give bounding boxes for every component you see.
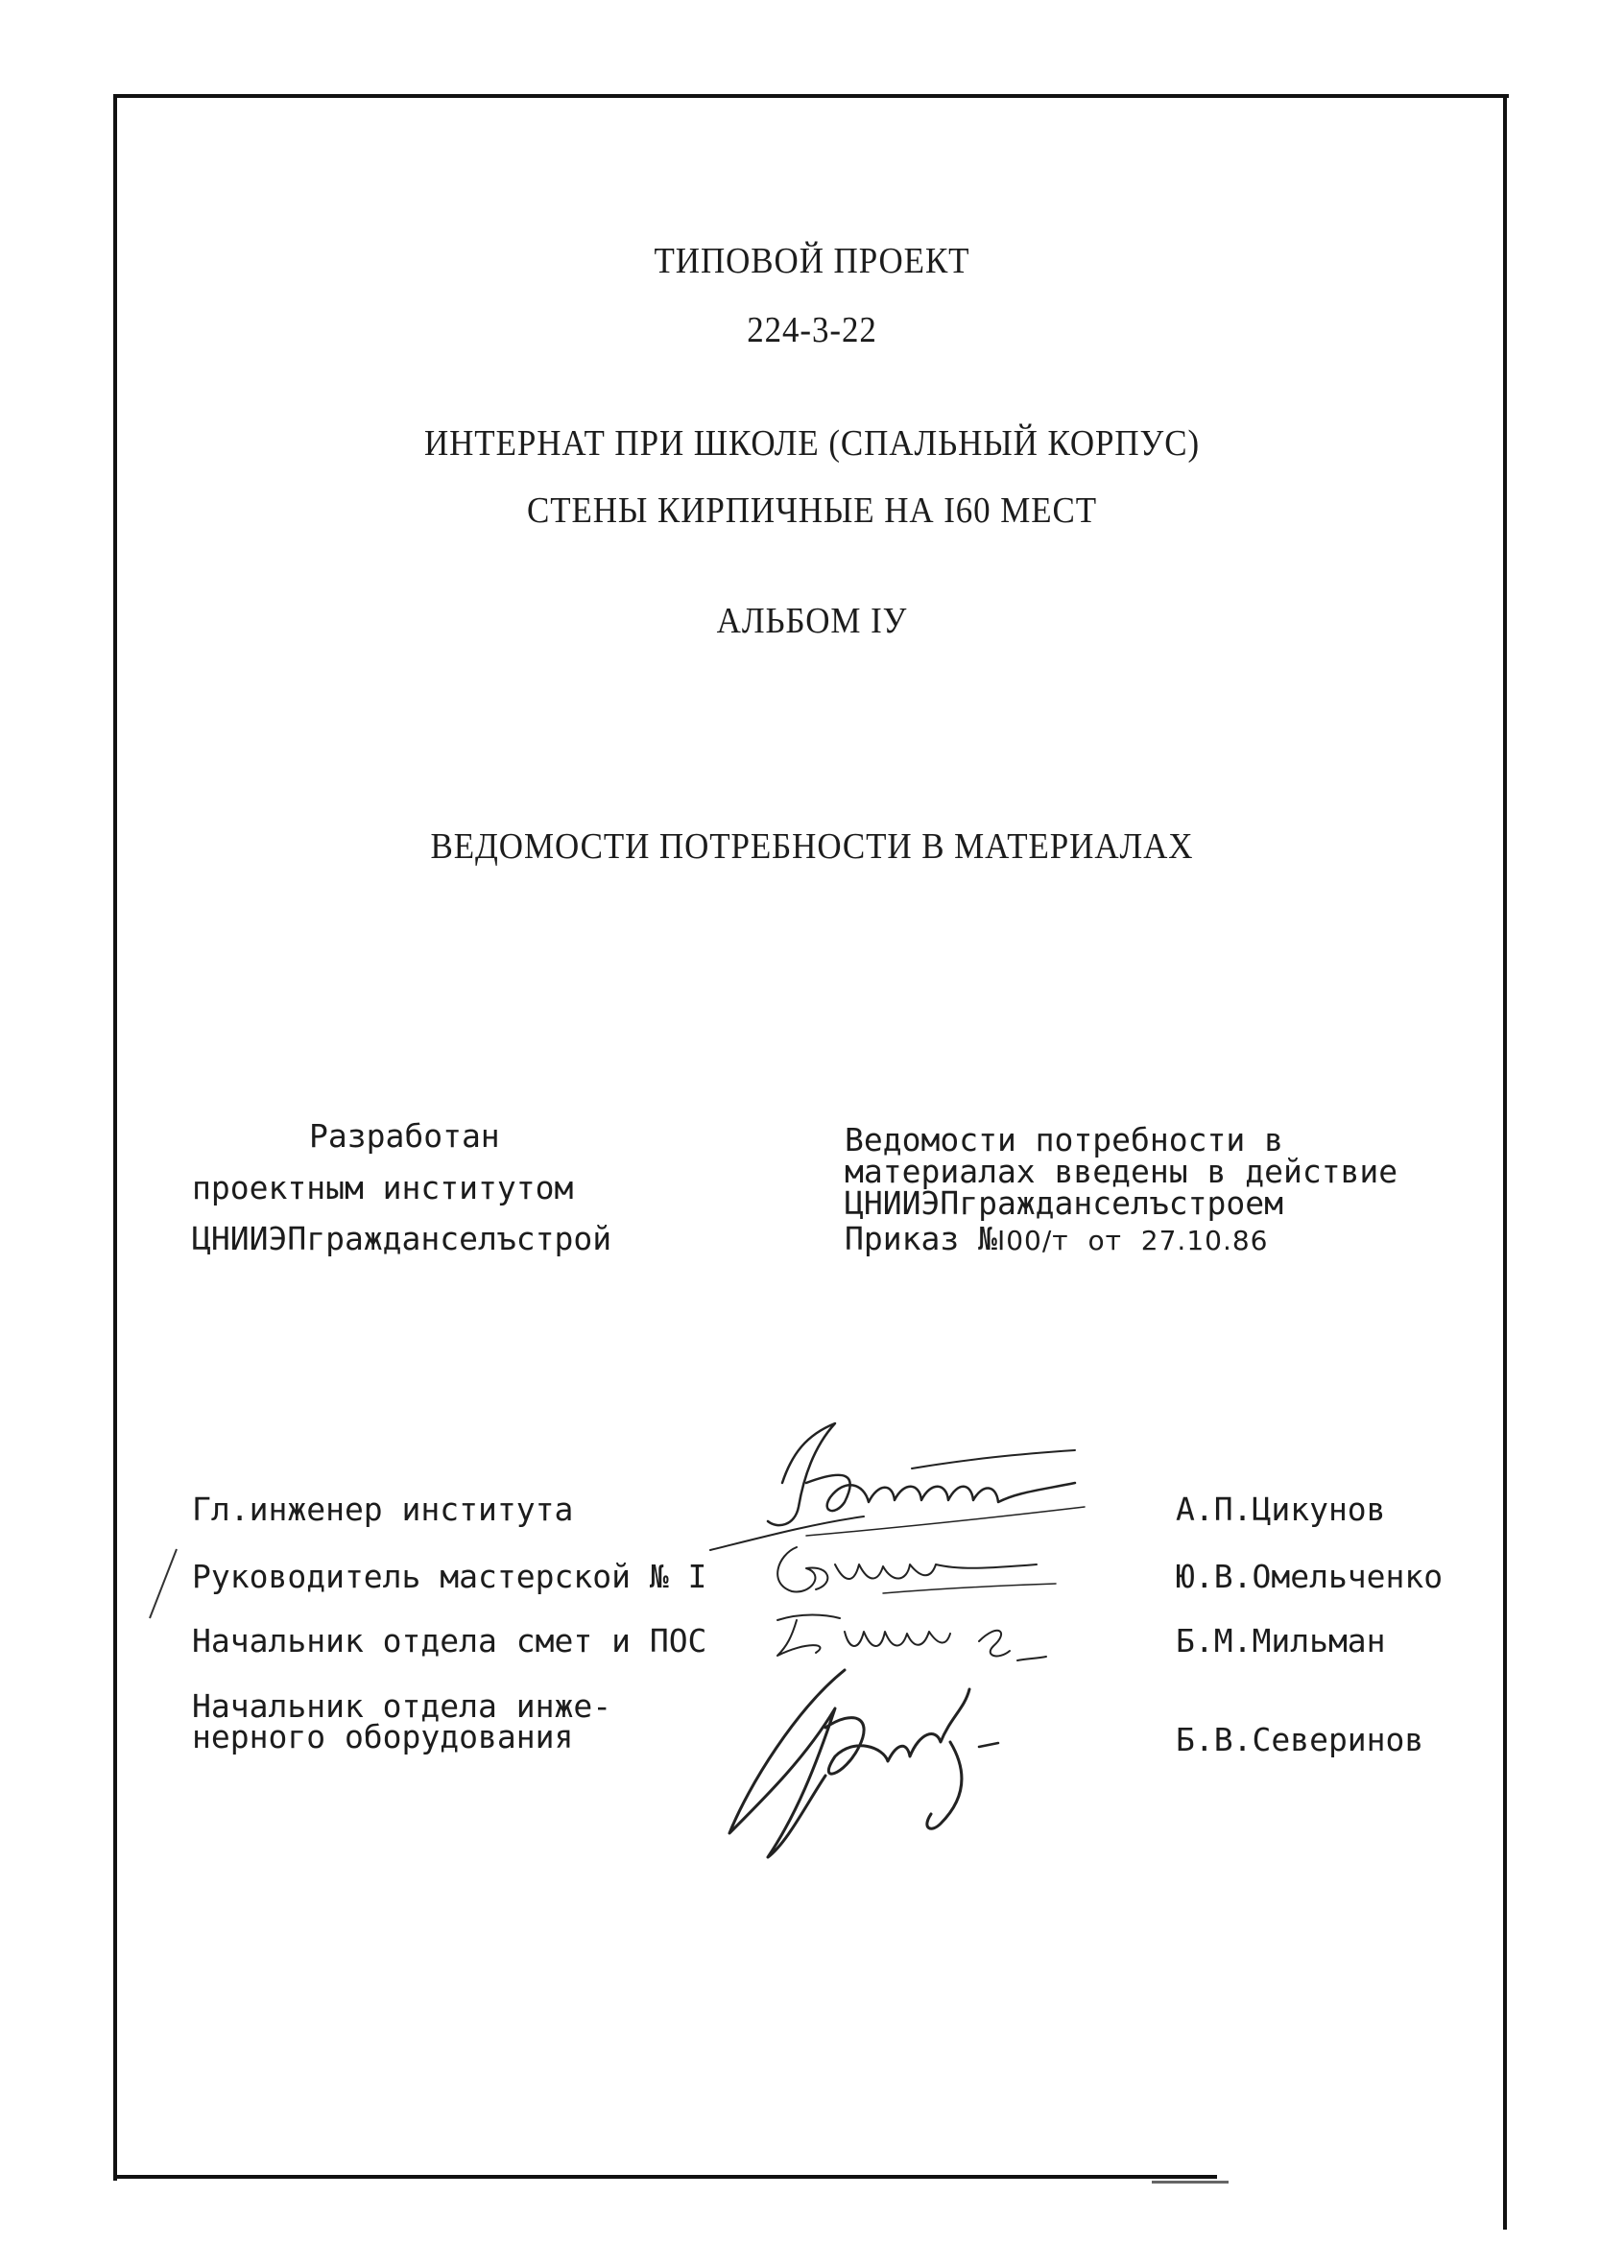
signature-workshop-head [739,1536,1085,1603]
signatory-name-estimates-head: Б.М.Мильман [1176,1622,1386,1659]
order-line-4 [845,1222,1268,1258]
document-subject: ВЕДОМОСТИ ПОТРЕБНОСТИ В МАТЕРИАЛАХ [430,826,1194,867]
developer-line-2: проектным институтом [192,1169,574,1206]
project-number: 224-3-22 [747,310,877,350]
signatory-role-estimates-head: Начальник отдела смет и ПОС [192,1622,707,1659]
order-line-2: материалах введены в действие [845,1153,1398,1190]
page-frame-bottom-edge [113,2175,1217,2179]
margin-tick-mark [144,1545,182,1622]
signatory-role-engineering-head-line-2: нерного оборудования [192,1718,574,1755]
order-prefix: Приказ № [845,1220,997,1257]
page-frame-bottom-tail [1152,2181,1229,2184]
order-date: 27.10.86 [1140,1225,1269,1256]
album-number: АЛЬБОМ IУ [716,601,908,641]
project-title-line-1: ИНТЕРНАТ ПРИ ШКОЛЕ (СПАЛЬНЫЙ КОРПУС) [423,423,1201,464]
order-number: I00/т [996,1225,1069,1256]
signatory-role-workshop-head: Руководитель мастерской № I [192,1558,707,1595]
signatory-role-chief-engineer: Гл.инженер института [192,1491,574,1528]
order-line-1: Ведомости потребности в [845,1121,1283,1158]
signatory-role-engineering-head-line-1: Начальник отдела инже- [192,1687,612,1725]
signatory-name-chief-engineer: А.П.Цикунов [1176,1491,1386,1528]
developer-institute: ЦНИИЭПгражданселъстрой [192,1220,612,1257]
developer-label: Разработан [309,1117,500,1155]
order-date-prefix: от [1087,1225,1122,1256]
page-frame-right-edge [1503,94,1507,2230]
order-line-3: ЦНИИЭПгражданселъстроем [845,1184,1283,1222]
signature-engineering-head [691,1651,1075,1872]
project-title-line-2: СТЕНЫ КИРПИЧНЫЕ НА I60 МЕСТ [526,490,1098,531]
signatory-name-workshop-head: Ю.В.Омельченко [1176,1558,1444,1595]
signatory-name-engineering-head: Б.В.Северинов [1176,1721,1424,1758]
project-series: ТИПОВОЙ ПРОЕКТ [654,241,970,281]
